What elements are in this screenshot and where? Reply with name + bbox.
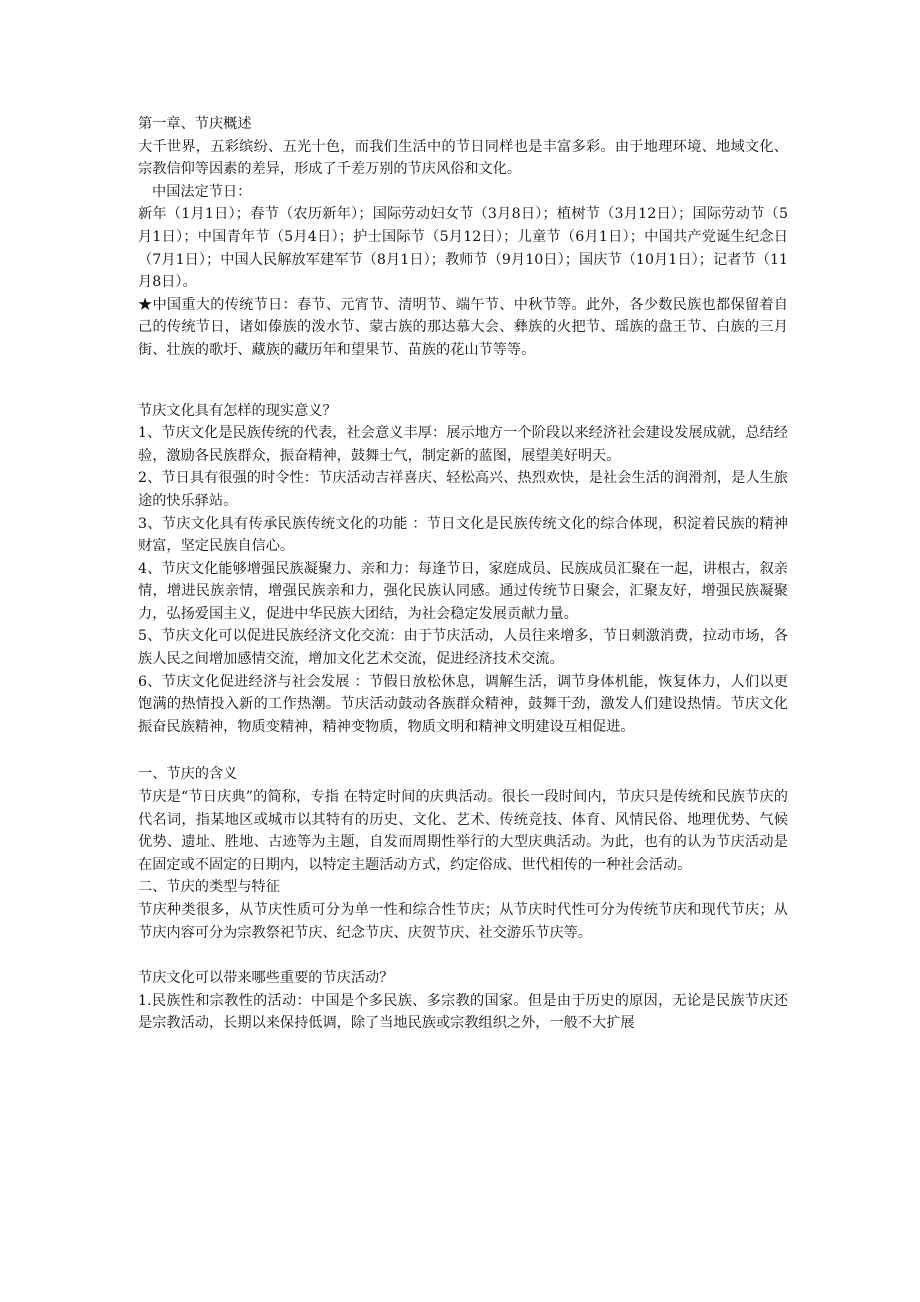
meaning-heading: 一、节庆的含义	[138, 766, 238, 783]
types-paragraph: 节庆种类很多，从节庆性质可分为单一性和综合性节庆；从节庆时代性可分为传统节庆和现代节庆；从节庆内容可分为宗教祭祀节庆、纪念节庆、庆贺节庆、社交游乐节庆等。	[138, 902, 788, 941]
legal-holidays-heading: 中国法定节日：	[152, 183, 252, 200]
significance-point: 2、节日具有很强的时令性：节庆活动吉祥喜庆、轻松高兴、热烈欢快，是社会生活的润滑剂，是人生旅途的快乐驿站。	[138, 470, 788, 509]
section-spacer	[138, 738, 788, 763]
section-spacer	[138, 362, 788, 400]
significance-point: 4、节庆文化能够增强民族凝聚力、亲和力：每逢节日，家庭成员、民族成员汇聚在一起，讲根古，叙亲情，增进民族亲情，增强民族亲和力，强化民族认同感。通过传统节日聚会，汇聚友好，增强民族凝聚力，弘扬爱国主义，促进中华民族大团结，为社会稳定发展贡献力量。	[138, 560, 788, 622]
significance-point: 5、节庆文化可以促进民族经济文化交流：由于节庆活动，人员往来增多，节日刺激消费，拉动市场，各族人民之间增加感情交流，增加文化艺术交流，促进经济技术交流。	[138, 628, 788, 668]
significance-point: 1、节庆文化是民族传统的代表，社会意义丰厚：展示地方一个阶段以来经济社会建设发展成就，总结经验，激励各民族群众，振奋精神，鼓舞士气，制定新的蓝图，展望美好明天。	[138, 425, 788, 464]
meaning-paragraph: 节庆是“节日庆典”的简称，专指 在特定时间的庆典活动。很长一段时间内，节庆只是传统和民族节庆的代名词，指某地区或城市以其特有的历史、文化、艺术、传统竞技、体育、风情民俗、地理优势、气候优势、遗址、胜地、古迹等为主题，自发而周期性举行的大型庆典活动。为此，也有的认为节庆活动是在固定或不固定的日期内，以特定主题活动方式，约定俗成、世代相传的一种社会活动。	[138, 789, 788, 873]
intro-paragraph: 大千世界，五彩缤纷、五光十色，而我们生活中的节日同样也是丰富多彩。由于地理环境、地域文化、宗教信仰等因素的差异，形成了千差万别的节庆风俗和文化。	[138, 138, 788, 178]
activities-question: 节庆文化可以带来哪些重要的节庆活动？	[138, 970, 394, 987]
significance-point: 3、节庆文化具有传承民族传统文化的功能 ：节日文化是民族传统文化的综合体现，积淀着民族的精神财富，坚定民族自信心。	[138, 515, 788, 555]
chapter-title: 第一章、节庆概述	[138, 116, 252, 132]
significance-point: 6、节庆文化促进经济与社会发展 ：节假日放松休息，调解生活，调节身体机能，恢复体力，人们以更饱满的热情投入新的工作热潮。节庆活动鼓动各族群众精神，鼓舞干劲，激发人们建设热情。节庆文化振奋民族精神，物质变精神，精神变物质，物质文明和精神文明建设互相促进。	[138, 673, 788, 735]
activities-item: 1.民族性和宗教性的活动：中国是个多民族、多宗教的国家。但是由于历史的原因，无论是民族节庆还是宗教活动，长期以来保持低调，除了当地民族或宗教组织之外，一般不大扩展	[138, 992, 788, 1032]
significance-question: 节庆文化具有怎样的现实意义？	[138, 402, 337, 419]
types-heading: 二、节庆的类型与特征	[138, 879, 280, 896]
section-spacer	[138, 944, 788, 967]
traditional-festivals-paragraph: ★中国重大的传统节日：春节、元宵节、清明节、端午节、中秋节等。此外，各少数民族也都保留着自己的传统节日，诸如傣族的泼水节、蒙古族的那达慕大会、彝族的火把节、瑶族的盘王节、白族的三月街、壮族的歌圩、藏族的藏历年和望果节、苗族的花山节等等。	[138, 296, 788, 358]
document-page	[138, 113, 788, 1035]
legal-holidays-list: 新年（1月1日）；春节（农历新年）；国际劳动妇女节（3月8日）；植树节（3月12日）；国际劳动节（5月1日）；中国青年节（5月4日）；护士国际节（5月12日）；儿童节（6月1日）；中国共产党诞生纪念日（7月1日）；中国人民解放军建军节（8月1日）；教师节（9月10日）；国庆节（10月1日）；记者节（11月8日）。	[138, 206, 788, 291]
